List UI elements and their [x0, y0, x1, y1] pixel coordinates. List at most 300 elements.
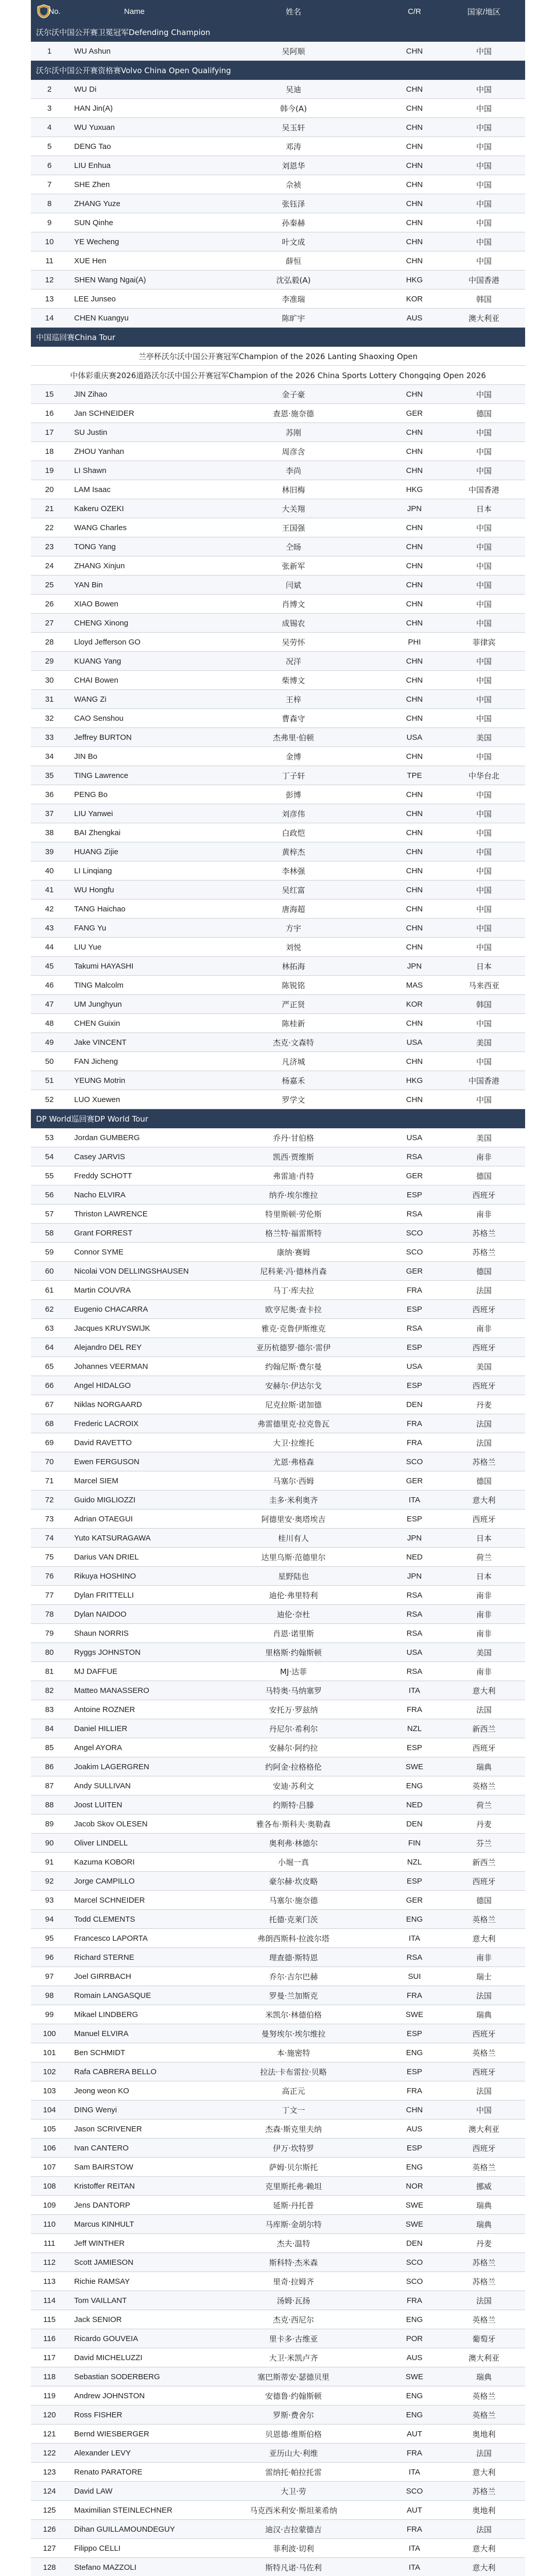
- player-cr-code: USA: [386, 1357, 443, 1376]
- player-name: PENG Bo: [68, 785, 201, 804]
- player-name: FAN Jicheng: [68, 1052, 201, 1071]
- table-row: [31, 1548, 525, 1567]
- player-name: SHEN Wang Ngai(A): [68, 270, 201, 290]
- player-cr-code: SWE: [386, 2005, 443, 2024]
- table-row: [31, 1605, 525, 1624]
- player-country: 意大利: [443, 2539, 525, 2558]
- player-number: 22: [31, 518, 68, 537]
- player-cr-code: DEN: [386, 1395, 443, 1414]
- player-country: 意大利: [443, 2558, 525, 2576]
- player-cr-code: KOR: [386, 995, 443, 1014]
- table-row: [31, 1281, 525, 1300]
- player-country: 英格兰: [443, 1776, 525, 1795]
- player-country: 中国: [443, 652, 525, 671]
- player-country: 中国: [443, 537, 525, 556]
- player-number: 4: [31, 118, 68, 137]
- player-number: 125: [31, 2501, 68, 2520]
- player-name: YAN Bin: [68, 575, 201, 595]
- player-cr-code: CHN: [386, 537, 443, 556]
- player-country: 苏格兰: [443, 2272, 525, 2291]
- player-country: 中国: [443, 118, 525, 137]
- player-name: KUANG Yang: [68, 652, 201, 671]
- player-name: Takumi HAYASHI: [68, 957, 201, 976]
- player-number: 112: [31, 2253, 68, 2272]
- player-number: 13: [31, 290, 68, 309]
- player-country: 中国: [443, 1014, 525, 1033]
- player-name: Antoine ROZNER: [68, 1700, 201, 1719]
- player-country: 中国香港: [443, 1071, 525, 1090]
- player-name: Jan SCHNEIDER: [68, 404, 201, 423]
- player-cr-code: ITA: [386, 1490, 443, 1510]
- player-name: Nicolai VON DELLINGSHAUSEN: [68, 1262, 201, 1281]
- player-cr-code: GER: [386, 1262, 443, 1281]
- player-name: David LAW: [68, 2482, 201, 2501]
- player-country: 南非: [443, 1319, 525, 1338]
- player-country: 新西兰: [443, 1853, 525, 1872]
- table-row: [31, 1071, 525, 1090]
- player-country: 澳大利亚: [443, 2120, 525, 2139]
- player-name: Renato PARATORE: [68, 2463, 201, 2482]
- player-name: WU Ashun: [68, 42, 201, 61]
- player-cr-code: CHN: [386, 423, 443, 442]
- player-cr-code: ENG: [386, 2158, 443, 2177]
- player-cr-code: FRA: [386, 2081, 443, 2100]
- player-cr-code: PHI: [386, 633, 443, 652]
- player-name: HUANG Zijie: [68, 842, 201, 861]
- player-cr-code: CHN: [386, 900, 443, 919]
- player-country: 澳大利亚: [443, 309, 525, 328]
- player-chinese-name: 周彦含: [201, 442, 386, 461]
- player-chinese-name: 约阿金·拉格格伦: [201, 1757, 386, 1776]
- player-chinese-name: 凯西·贾维斯: [201, 1147, 386, 1166]
- player-name: Oliver LINDELL: [68, 1834, 201, 1853]
- player-number: 10: [31, 232, 68, 251]
- table-row: [31, 1185, 525, 1205]
- player-number: 23: [31, 537, 68, 556]
- player-cr-code: CHN: [386, 1052, 443, 1071]
- table-row: [31, 1815, 525, 1834]
- player-chinese-name: 严正贤: [201, 995, 386, 1014]
- table-row: [31, 2482, 525, 2501]
- section-header-row: [31, 23, 525, 42]
- player-chinese-name: 汤姆·瓦扬: [201, 2291, 386, 2310]
- table-row: [31, 2386, 525, 2405]
- table-row: [31, 1662, 525, 1681]
- player-country: 中国: [443, 747, 525, 766]
- player-chinese-name: 白政恺: [201, 823, 386, 842]
- player-chinese-name: 肖博文: [201, 595, 386, 614]
- player-chinese-name: 菲利波·切利: [201, 2539, 386, 2558]
- player-cr-code: CHN: [386, 690, 443, 709]
- player-name: HAN Jin(A): [68, 99, 201, 118]
- player-country: 意大利: [443, 1490, 525, 1510]
- player-cr-code: ESP: [386, 2062, 443, 2081]
- player-cr-code: ENG: [386, 1776, 443, 1795]
- player-name: Maximilian STEINLECHNER: [68, 2501, 201, 2520]
- player-table: [31, 0, 525, 2576]
- player-number: 29: [31, 652, 68, 671]
- player-name: Jeong weon KO: [68, 2081, 201, 2100]
- table-row: [31, 1510, 525, 1529]
- player-number: 67: [31, 1395, 68, 1414]
- table-row: [31, 1147, 525, 1166]
- player-name: Adrian OTAEGUI: [68, 1510, 201, 1529]
- subsection-header-row: [31, 347, 525, 366]
- player-country: 中国: [443, 251, 525, 270]
- player-chinese-name: 安赫尔·伊达尔戈: [201, 1376, 386, 1395]
- section-header-row: [31, 328, 525, 347]
- player-name: Rikuya HOSHINO: [68, 1567, 201, 1586]
- player-chinese-name: 罗曼·兰加斯克: [201, 1986, 386, 2005]
- player-cr-code: FRA: [386, 1700, 443, 1719]
- table-row: [31, 1891, 525, 1910]
- player-name: JIN Zihao: [68, 385, 201, 404]
- player-cr-code: ENG: [386, 1910, 443, 1929]
- player-chinese-name: 马塞尔·西姆: [201, 1471, 386, 1490]
- player-name: Jordan GUMBERG: [68, 1128, 201, 1147]
- player-cr-code: ESP: [386, 1872, 443, 1891]
- section-header-row: [31, 61, 525, 80]
- player-cr-code: SWE: [386, 1757, 443, 1776]
- player-chinese-name: 林旧梅: [201, 480, 386, 499]
- table-row: [31, 823, 525, 842]
- table-row: [31, 2158, 525, 2177]
- player-name: DING Wenyi: [68, 2100, 201, 2120]
- player-number: 127: [31, 2539, 68, 2558]
- player-number: 73: [31, 1510, 68, 1529]
- player-country: 苏格兰: [443, 2253, 525, 2272]
- table-row: [31, 575, 525, 595]
- player-cr-code: DEN: [386, 2234, 443, 2253]
- player-cr-code: FRA: [386, 1986, 443, 2005]
- player-number: 115: [31, 2310, 68, 2329]
- player-name: Todd CLEMENTS: [68, 1910, 201, 1929]
- player-number: 24: [31, 556, 68, 575]
- player-chinese-name: 马丁·库夫拉: [201, 1281, 386, 1300]
- player-name: TONG Yang: [68, 537, 201, 556]
- player-name: Frederic LACROIX: [68, 1414, 201, 1433]
- player-name: LI Linqiang: [68, 861, 201, 880]
- player-number: 52: [31, 1090, 68, 1109]
- player-cr-code: ITA: [386, 2463, 443, 2482]
- table-row: [31, 995, 525, 1014]
- player-cr-code: CHN: [386, 785, 443, 804]
- player-cr-code: SWE: [386, 2215, 443, 2234]
- player-number: 31: [31, 690, 68, 709]
- player-name: Ivan CANTERO: [68, 2139, 201, 2158]
- player-number: 61: [31, 1281, 68, 1300]
- player-country: 中国: [443, 919, 525, 938]
- player-country: 丹麦: [443, 2234, 525, 2253]
- player-chinese-name: 奥利弗·林德尔: [201, 1834, 386, 1853]
- player-country: 苏格兰: [443, 1224, 525, 1243]
- player-name: LIU Yue: [68, 938, 201, 957]
- player-cr-code: SUI: [386, 1967, 443, 1986]
- table-row: [31, 2139, 525, 2158]
- player-chinese-name: 杰克·文森特: [201, 1033, 386, 1052]
- player-name: Richie RAMSAY: [68, 2272, 201, 2291]
- player-cr-code: AUT: [386, 2425, 443, 2444]
- player-name: Jeff WINTHER: [68, 2234, 201, 2253]
- table-row: [31, 2043, 525, 2062]
- player-cr-code: USA: [386, 728, 443, 747]
- table-row: [31, 118, 525, 137]
- player-chinese-name: 格兰特·福雷斯特: [201, 1224, 386, 1243]
- player-name: Jorge CAMPILLO: [68, 1872, 201, 1891]
- player-chinese-name: 杰弗里·伯顿: [201, 728, 386, 747]
- player-number: 49: [31, 1033, 68, 1052]
- player-name: TANG Haichao: [68, 900, 201, 919]
- player-name: LIU Enhua: [68, 156, 201, 175]
- player-cr-code: FRA: [386, 2444, 443, 2463]
- table-row: [31, 2177, 525, 2196]
- player-number: 124: [31, 2482, 68, 2501]
- player-country: 中国: [443, 1052, 525, 1071]
- player-number: 15: [31, 385, 68, 404]
- player-chinese-name: 李尚: [201, 461, 386, 480]
- player-number: 19: [31, 461, 68, 480]
- player-chinese-name: 安赫尔·阿约拉: [201, 1738, 386, 1757]
- player-name: David RAVETTO: [68, 1433, 201, 1452]
- table-row: [31, 1014, 525, 1033]
- player-number: 8: [31, 194, 68, 213]
- player-country: 中国: [443, 785, 525, 804]
- player-cr-code: AUS: [386, 309, 443, 328]
- player-number: 92: [31, 1872, 68, 1891]
- player-number: 9: [31, 213, 68, 232]
- player-country: 英格兰: [443, 1910, 525, 1929]
- table-row: [31, 2100, 525, 2120]
- player-cr-code: ESP: [386, 1738, 443, 1757]
- table-row: [31, 2272, 525, 2291]
- player-cr-code: TPE: [386, 766, 443, 785]
- player-cr-code: AUS: [386, 2348, 443, 2367]
- player-chinese-name: 薛恒: [201, 251, 386, 270]
- player-chinese-name: 王梓: [201, 690, 386, 709]
- player-cr-code: CHN: [386, 861, 443, 880]
- player-name: Johannes VEERMAN: [68, 1357, 201, 1376]
- player-country: 中国: [443, 42, 525, 61]
- player-chinese-name: 斯科特·杰米森: [201, 2253, 386, 2272]
- player-cr-code: CHN: [386, 80, 443, 99]
- subsection-title: 兰亭杯沃尔沃中国公开赛冠军Champion of the 2026 Lanting Shaoxing Open: [31, 347, 525, 366]
- player-cr-code: CHN: [386, 442, 443, 461]
- player-cr-code: CHN: [386, 556, 443, 575]
- player-cr-code: SCO: [386, 1224, 443, 1243]
- player-chinese-name: 达里乌斯·范德里尔: [201, 1548, 386, 1567]
- table-row: [31, 1757, 525, 1776]
- table-row: [31, 2120, 525, 2139]
- player-number: 71: [31, 1471, 68, 1490]
- subsection-title: 中体彩重庆赛2026道路沃尔沃中国公开赛冠军Champion of the 2026 China Sports Lottery Chongqing Open 2026: [31, 366, 525, 385]
- player-country: 中国: [443, 861, 525, 880]
- table-row: [31, 728, 525, 747]
- player-cr-code: CHN: [386, 747, 443, 766]
- player-country: 荷兰: [443, 1548, 525, 1567]
- table-row: [31, 194, 525, 213]
- player-country: 法国: [443, 2444, 525, 2463]
- player-cr-code: HKG: [386, 270, 443, 290]
- table-row: [31, 919, 525, 938]
- player-cr-code: NOR: [386, 2177, 443, 2196]
- player-number: 16: [31, 404, 68, 423]
- player-country: 美国: [443, 1643, 525, 1662]
- player-country: 法国: [443, 2291, 525, 2310]
- player-country: 德国: [443, 1891, 525, 1910]
- player-country: 瑞典: [443, 2005, 525, 2024]
- player-country: 南非: [443, 1624, 525, 1643]
- table-row: [31, 2501, 525, 2520]
- player-country: 中国: [443, 137, 525, 156]
- table-row: [31, 1224, 525, 1243]
- player-name: Matteo MANASSERO: [68, 1681, 201, 1700]
- player-chinese-name: 亚历杭德罗·德尔·雷伊: [201, 1338, 386, 1357]
- table-row: [31, 232, 525, 251]
- player-cr-code: ITA: [386, 2539, 443, 2558]
- player-number: 90: [31, 1834, 68, 1853]
- player-number: 128: [31, 2558, 68, 2576]
- col-header-cn-name: 姓名: [201, 0, 386, 23]
- player-name: David MICHELUZZI: [68, 2348, 201, 2367]
- player-name: Nacho ELVIRA: [68, 1185, 201, 1205]
- player-cr-code: CHN: [386, 919, 443, 938]
- player-name: FANG Yu: [68, 919, 201, 938]
- section-header-row: [31, 1109, 525, 1128]
- player-chinese-name: 安迪·苏利文: [201, 1776, 386, 1795]
- player-country: 中国: [443, 194, 525, 213]
- col-header-cr: C/R: [386, 0, 443, 23]
- player-country: 葡萄牙: [443, 2329, 525, 2348]
- table-row: [31, 2234, 525, 2253]
- player-name: Andrew JOHNSTON: [68, 2386, 201, 2405]
- player-cr-code: JPN: [386, 1567, 443, 1586]
- table-row: [31, 2405, 525, 2425]
- player-country: 中国: [443, 2100, 525, 2120]
- player-name: Manuel ELVIRA: [68, 2024, 201, 2043]
- player-cr-code: FRA: [386, 1414, 443, 1433]
- player-cr-code: RSA: [386, 1605, 443, 1624]
- player-country: 南非: [443, 1586, 525, 1605]
- player-number: 63: [31, 1319, 68, 1338]
- table-row: [31, 1776, 525, 1795]
- player-chinese-name: 尤恩·弗格森: [201, 1452, 386, 1471]
- player-cr-code: ESP: [386, 1376, 443, 1395]
- col-header-country: 国家/地区: [443, 0, 525, 23]
- player-chinese-name: 克里斯托弗·赖坦: [201, 2177, 386, 2196]
- table-row: [31, 2081, 525, 2100]
- player-cr-code: NED: [386, 1548, 443, 1567]
- player-country: 苏格兰: [443, 1243, 525, 1262]
- player-country: 丹麦: [443, 1815, 525, 1834]
- player-name: LAM Isaac: [68, 480, 201, 499]
- player-name: TING Malcolm: [68, 976, 201, 995]
- player-chinese-name: 约斯特·吕滕: [201, 1795, 386, 1815]
- player-number: 97: [31, 1967, 68, 1986]
- player-number: 7: [31, 175, 68, 194]
- player-cr-code: SCO: [386, 2482, 443, 2501]
- table-row: [31, 423, 525, 442]
- player-country: 德国: [443, 1262, 525, 1281]
- player-chinese-name: 雅克·克鲁伊斯维克: [201, 1319, 386, 1338]
- table-row: [31, 1948, 525, 1967]
- player-chinese-name: 闫斌: [201, 575, 386, 595]
- player-cr-code: CHN: [386, 213, 443, 232]
- player-chinese-name: 里奇·拉姆齐: [201, 2272, 386, 2291]
- player-cr-code: GER: [386, 1891, 443, 1910]
- table-row: [31, 1681, 525, 1700]
- player-chinese-name: 况洋: [201, 652, 386, 671]
- player-number: 85: [31, 1738, 68, 1757]
- table-row: [31, 2253, 525, 2272]
- player-number: 42: [31, 900, 68, 919]
- player-chinese-name: 斯特凡诺·马佐利: [201, 2558, 386, 2576]
- player-chinese-name: 雷纳托·帕拉托雷: [201, 2463, 386, 2482]
- player-chinese-name: 约翰尼斯·费尔曼: [201, 1357, 386, 1376]
- player-country: 中国: [443, 614, 525, 633]
- player-chinese-name: 佘祯: [201, 175, 386, 194]
- player-country: 西班牙: [443, 2139, 525, 2158]
- table-row: [31, 537, 525, 556]
- player-chinese-name: 欧亨尼奥·查卡拉: [201, 1300, 386, 1319]
- player-chinese-name: 杨嘉禾: [201, 1071, 386, 1090]
- player-number: 21: [31, 499, 68, 518]
- player-cr-code: HKG: [386, 1071, 443, 1090]
- player-country: 中国: [443, 823, 525, 842]
- player-number: 88: [31, 1795, 68, 1815]
- player-chinese-name: 凡济城: [201, 1052, 386, 1071]
- player-country: 中国: [443, 518, 525, 537]
- table-row: [31, 1795, 525, 1815]
- player-country: 中国: [443, 423, 525, 442]
- player-number: 38: [31, 823, 68, 842]
- player-number: 39: [31, 842, 68, 861]
- player-name: Marcel SCHNEIDER: [68, 1891, 201, 1910]
- player-cr-code: CHN: [386, 156, 443, 175]
- player-chinese-name: 唐海超: [201, 900, 386, 919]
- player-number: 70: [31, 1452, 68, 1471]
- player-cr-code: FRA: [386, 1281, 443, 1300]
- player-name: UM Junghyun: [68, 995, 201, 1014]
- player-number: 86: [31, 1757, 68, 1776]
- player-chinese-name: 柴博文: [201, 671, 386, 690]
- player-name: WANG Zi: [68, 690, 201, 709]
- player-number: 18: [31, 442, 68, 461]
- player-name: Sam BAIRSTOW: [68, 2158, 201, 2177]
- player-number: 94: [31, 1910, 68, 1929]
- player-number: 91: [31, 1853, 68, 1872]
- player-name: Alexander LEVY: [68, 2444, 201, 2463]
- player-chinese-name: 纳乔·埃尔维拉: [201, 1185, 386, 1205]
- table-row: [31, 1357, 525, 1376]
- player-number: 66: [31, 1376, 68, 1395]
- player-name: Angel HIDALGO: [68, 1376, 201, 1395]
- player-country: 西班牙: [443, 1300, 525, 1319]
- player-chinese-name: 吴迪: [201, 80, 386, 99]
- player-country: 菲律宾: [443, 633, 525, 652]
- player-number: 17: [31, 423, 68, 442]
- table-row: [31, 1910, 525, 1929]
- player-chinese-name: 伊万·坎特罗: [201, 2139, 386, 2158]
- player-chinese-name: 杰夫·温特: [201, 2234, 386, 2253]
- table-row: [31, 690, 525, 709]
- player-country: 中国: [443, 709, 525, 728]
- table-row: [31, 957, 525, 976]
- player-chinese-name: 马塞尔·施奈德: [201, 1891, 386, 1910]
- player-country: 西班牙: [443, 1376, 525, 1395]
- player-cr-code: CHN: [386, 823, 443, 842]
- player-country: 奥地利: [443, 2425, 525, 2444]
- player-name: BAI Zhengkai: [68, 823, 201, 842]
